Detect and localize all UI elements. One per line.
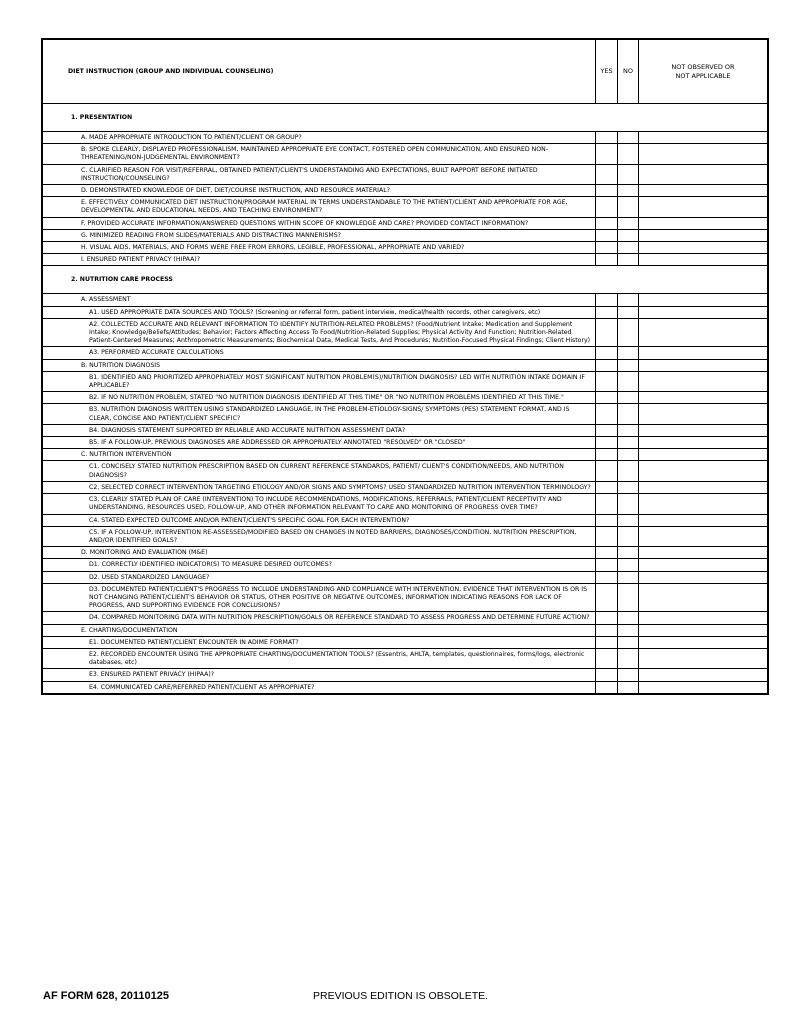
not-applicable-checkbox-cell[interactable] [639, 514, 768, 526]
item-text: B3. NUTRITION DIAGNOSIS WRITTEN USING STANDARDIZED LANGUAGE, IN THE PROBLEM-ETIOLOGY-SIGNS/ SYMPTOMS (PES) STATEMENT FORMAT, AND IS CLEAR, CONCISE AND PATIENT/CLIENT SPECIFIC? [43, 404, 596, 424]
no-checkbox-cell[interactable] [618, 242, 639, 254]
checklist-item-row [43, 494, 768, 514]
yes-checkbox-cell [596, 547, 618, 559]
no-checkbox-cell[interactable] [618, 612, 639, 624]
form-footer [43, 990, 489, 1002]
subsection-label: D. MONITORING AND EVALUATION (M&E) [43, 547, 596, 559]
yes-checkbox-cell[interactable] [596, 424, 618, 436]
not-applicable-checkbox-cell[interactable] [639, 424, 768, 436]
not-applicable-checkbox-cell[interactable] [639, 404, 768, 424]
no-checkbox-cell[interactable] [618, 494, 639, 514]
checklist-item-row [43, 514, 768, 526]
form-title: DIET INSTRUCTION (GROUP AND INDIVIDUAL COUNSELING) [43, 40, 596, 104]
yes-checkbox-cell [596, 359, 618, 371]
yes-checkbox-cell[interactable] [596, 164, 618, 184]
item-text: G. MINIMIZED READING FROM SLIDES/MATERIALS AND DISTRACTING MANNERISMS? [43, 229, 596, 241]
yes-checkbox-cell [596, 624, 618, 636]
no-checkbox-cell[interactable] [618, 404, 639, 424]
checklist-item-row [43, 242, 768, 254]
not-applicable-checkbox-cell[interactable] [639, 217, 768, 229]
no-checkbox-cell[interactable] [618, 559, 639, 571]
yes-checkbox-cell[interactable] [596, 526, 618, 546]
checklist-item-row [43, 392, 768, 404]
item-text: B5. IF A FOLLOW-UP, PREVIOUS DIAGNOSES ARE ADDRESSED OR APPROPRIATELY ANNOTATED "RESOLVED" OR "CLOSED" [43, 437, 596, 449]
header-row [43, 40, 768, 104]
item-text: A1. USED APPROPRIATE DATA SOURCES AND TOOLS? (Screening or referral form, patient interview, medical/health records, other caregivers, etc) [43, 306, 596, 318]
no-checkbox-cell[interactable] [618, 306, 639, 318]
no-checkbox-cell[interactable] [618, 144, 639, 164]
yes-checkbox-cell [596, 449, 618, 461]
item-text: A3. PERFORMED ACCURATE CALCULATIONS [43, 347, 596, 359]
no-checkbox-cell[interactable] [618, 681, 639, 693]
not-applicable-checkbox-cell[interactable] [639, 229, 768, 241]
checklist-item-row [43, 437, 768, 449]
item-text: D. DEMONSTRATED KNOWLEDGE OF DIET, DIET/COURSE INSTRUCTION, AND RESOURCE MATERIAL? [43, 185, 596, 197]
not-applicable-checkbox-cell[interactable] [639, 392, 768, 404]
not-applicable-checkbox-cell[interactable] [639, 612, 768, 624]
no-column-header: NO [618, 40, 639, 104]
edition-note: PREVIOUS EDITION IS OBSOLETE. [313, 990, 489, 1002]
checklist-item-row [43, 559, 768, 571]
not-applicable-checkbox-cell[interactable] [639, 681, 768, 693]
no-checkbox-cell[interactable] [618, 132, 639, 144]
yes-checkbox-cell[interactable] [596, 229, 618, 241]
subsection-label: B. NUTRITION DIAGNOSIS [43, 359, 596, 371]
subsection-label: C. NUTRITION INTERVENTION [43, 449, 596, 461]
subsection-row [43, 294, 768, 306]
yes-checkbox-cell[interactable] [596, 571, 618, 583]
item-text: C3. CLEARLY STATED PLAN OF CARE (INTERVENTION) TO INCLUDE RECOMMENDATIONS, MODIFICATIONS, REFERRALS, PATIENT/CLIENT RECEPTIVITY AND UNDERSTANDING, RESOURCES USED, FOLLOW-UP, AND OTHER INFORMATION RELEVANT TO CARE AND MONITORING OF PROGRESS OVER TIME? [43, 494, 596, 514]
no-checkbox-cell[interactable] [618, 583, 639, 612]
no-checkbox-cell[interactable] [618, 347, 639, 359]
checklist-item-row [43, 526, 768, 546]
item-text: C5. IF A FOLLOW-UP, INTERVENTION RE-ASSESSED/MODIFIED BASED ON CHANGES IN NOTED BARRIERS, DIAGNOSES/CONDITION, NUTRITION PRESCRIPTION, AND/OR IDENTIFIED GOALS? [43, 526, 596, 546]
evaluation-form [41, 38, 769, 695]
yes-checkbox-cell[interactable] [596, 306, 618, 318]
not-applicable-checkbox-cell[interactable] [639, 494, 768, 514]
checklist-item-row [43, 164, 768, 184]
item-text: A2. COLLECTED ACCURATE AND RELEVANT INFORMATION TO IDENTIFY NUTRITION-RELATED PROBLEMS? (Food/Nutrient Intake; Medication and Supplement Intake; Knowledge/Beliefs/Attitudes; Behavior; Factors Affecting Access To Food/Nutrition-Related Supplies; Physical Activity And Function; Nutrition-Related Patient-Centered Measures; Anthropometric Measurements; Biochemical Data, Medical Tests, And Procedures; Nutrition-Focused Physical Findings; Client History) [43, 318, 596, 347]
checklist-item-row [43, 571, 768, 583]
checklist-item-row [43, 185, 768, 197]
no-checkbox-cell[interactable] [618, 437, 639, 449]
yes-checkbox-cell[interactable] [596, 185, 618, 197]
item-text: E3. ENSURED PATIENT PRIVACY (HIPAA)? [43, 669, 596, 681]
checklist-item-row [43, 461, 768, 481]
yes-checkbox-cell[interactable] [596, 481, 618, 493]
yes-checkbox-cell[interactable] [596, 681, 618, 693]
subsection-row [43, 449, 768, 461]
item-text: B4. DIAGNOSIS STATEMENT SUPPORTED BY RELIABLE AND ACCURATE NUTRITION ASSESSMENT DATA? [43, 424, 596, 436]
no-checkbox-cell[interactable] [618, 371, 639, 391]
not-applicable-checkbox-cell [639, 449, 768, 461]
not-applicable-checkbox-cell[interactable] [639, 559, 768, 571]
item-text: D4. COMPARED MONITORING DATA WITH NUTRITION PRESCRIPTION/GOALS OR REFERENCE STANDARD TO ASSESS PROGRESS AND DETERMINE FUTURE ACTION? [43, 612, 596, 624]
checklist-table [42, 39, 768, 694]
section-title: 1. PRESENTATION [43, 104, 768, 132]
checklist-item-row [43, 318, 768, 347]
item-text: D1. CORRECTLY IDENTIFIED INDICATOR(S) TO MEASURE DESIRED OUTCOMES? [43, 559, 596, 571]
not-applicable-checkbox-cell [639, 624, 768, 636]
yes-checkbox-cell[interactable] [596, 242, 618, 254]
item-text: E. EFFECTIVELY COMMUNICATED DIET INSTRUCTION/PROGRAM MATERIAL IN TERMS UNDERSTANDABLE TO THE PATIENT/CLIENT AND APPROPRIATE FOR AGE, DEVELOPMENTAL AND EDUCATIONAL NEEDS, AND TEACHING ENVIRONMENT? [43, 197, 596, 217]
checklist-item-row [43, 612, 768, 624]
yes-column-header: YES [596, 40, 618, 104]
no-checkbox-cell[interactable] [618, 229, 639, 241]
yes-checkbox-cell[interactable] [596, 669, 618, 681]
not-applicable-checkbox-cell [639, 294, 768, 306]
not-applicable-checkbox-cell [639, 359, 768, 371]
not-applicable-checkbox-cell[interactable] [639, 318, 768, 347]
yes-checkbox-cell[interactable] [596, 318, 618, 347]
no-checkbox-cell[interactable] [618, 164, 639, 184]
na-header-line1: NOT OBSERVED OR [671, 62, 735, 71]
no-checkbox-cell[interactable] [618, 669, 639, 681]
no-checkbox-cell[interactable] [618, 392, 639, 404]
item-text: F. PROVIDED ACCURATE INFORMATION/ANSWERED QUESTIONS WITHIN SCOPE OF KNOWLEDGE AND CARE? PROVIDED CONTACT INFORMATION? [43, 217, 596, 229]
no-checkbox-cell [618, 294, 639, 306]
checklist-item-row [43, 371, 768, 391]
item-text: H. VISUAL AIDS, MATERIALS, AND FORMS WERE FREE FROM ERRORS, LEGIBLE, PROFESSIONAL, APPROPRIATE AND VARIED? [43, 242, 596, 254]
not-applicable-checkbox-cell[interactable] [639, 648, 768, 668]
no-checkbox-cell [618, 624, 639, 636]
yes-checkbox-cell[interactable] [596, 392, 618, 404]
checklist-item-row [43, 636, 768, 648]
yes-checkbox-cell[interactable] [596, 494, 618, 514]
no-checkbox-cell [618, 449, 639, 461]
item-text: C. CLARIFIED REASON FOR VISIT/REFERRAL, OBTAINED PATIENT/CLIENT'S UNDERSTANDING AND EXPECTATIONS, BUILT RAPPORT BEFORE INITIATED INSTRUCTION/COUNSELING? [43, 164, 596, 184]
no-checkbox-cell[interactable] [618, 217, 639, 229]
section-header-row [43, 266, 768, 294]
checklist-item-row [43, 144, 768, 164]
not-applicable-checkbox-cell[interactable] [639, 461, 768, 481]
not-applicable-checkbox-cell[interactable] [639, 571, 768, 583]
not-applicable-checkbox-cell [639, 547, 768, 559]
yes-checkbox-cell[interactable] [596, 371, 618, 391]
no-checkbox-cell [618, 547, 639, 559]
no-checkbox-cell[interactable] [618, 648, 639, 668]
not-applicable-checkbox-cell[interactable] [639, 526, 768, 546]
no-checkbox-cell[interactable] [618, 481, 639, 493]
subsection-label: E. CHARTING/DOCUMENTATION [43, 624, 596, 636]
not-applicable-checkbox-cell[interactable] [639, 669, 768, 681]
item-text: A. MADE APPROPRIATE INTRODUCTION TO PATIENT/CLIENT OR GROUP? [43, 132, 596, 144]
yes-checkbox-cell[interactable] [596, 347, 618, 359]
checklist-item-row [43, 306, 768, 318]
no-checkbox-cell[interactable] [618, 318, 639, 347]
subsection-row [43, 359, 768, 371]
yes-checkbox-cell[interactable] [596, 461, 618, 481]
yes-checkbox-cell[interactable] [596, 612, 618, 624]
yes-checkbox-cell[interactable] [596, 437, 618, 449]
no-checkbox-cell[interactable] [618, 571, 639, 583]
checklist-item-row [43, 197, 768, 217]
yes-checkbox-cell[interactable] [596, 404, 618, 424]
item-text: D2. USED STANDARDIZED LANGUAGE? [43, 571, 596, 583]
no-checkbox-cell[interactable] [618, 197, 639, 217]
item-text: B. SPOKE CLEARLY, DISPLAYED PROFESSIONALISM, MAINTAINED APPROPRIATE EYE CONTACT, FOSTERED OPEN COMMUNICATION, AND ENSURED NON-THREATENING/NON-JUDGEMENTAL ENVIRONMENT? [43, 144, 596, 164]
yes-checkbox-cell[interactable] [596, 197, 618, 217]
no-checkbox-cell[interactable] [618, 185, 639, 197]
checklist-item-row [43, 648, 768, 668]
item-text: B2. IF NO NUTRITION PROBLEM, STATED "NO NUTRITION DIAGNOSIS IDENTIFIED AT THIS TIME" OR "NO NUTRITION PROBLEMS IDENTIFIED AT THIS TIME." [43, 392, 596, 404]
item-text: C1. CONCISELY STATED NUTRITION PRESCRIPTION BASED ON CURRENT REFERENCE STANDARDS, PATIENT/ CLIENT'S CONDITION/NEEDS, AND NUTRITION DIAGNOSIS? [43, 461, 596, 481]
checklist-item-row [43, 481, 768, 493]
form-id: AF FORM 628, 20110125 [43, 990, 169, 1002]
no-checkbox-cell[interactable] [618, 254, 639, 266]
not-applicable-checkbox-cell[interactable] [639, 132, 768, 144]
yes-checkbox-cell[interactable] [596, 217, 618, 229]
subsection-row [43, 547, 768, 559]
no-checkbox-cell[interactable] [618, 526, 639, 546]
not-applicable-checkbox-cell[interactable] [639, 347, 768, 359]
yes-checkbox-cell[interactable] [596, 254, 618, 266]
checklist-item-row [43, 583, 768, 612]
not-applicable-checkbox-cell[interactable] [639, 164, 768, 184]
no-checkbox-cell [618, 359, 639, 371]
not-applicable-checkbox-cell[interactable] [639, 197, 768, 217]
item-text: B1. IDENTIFIED AND PRIORITIZED APPROPRIATELY MOST SIGNIFICANT NUTRITION PROBLEM(S)/NUTRITION DIAGNOSIS? LED WITH NUTRITION INTAKE DOMAIN IF APPLICABLE? [43, 371, 596, 391]
yes-checkbox-cell[interactable] [596, 648, 618, 668]
not-applicable-checkbox-cell[interactable] [639, 144, 768, 164]
not-applicable-checkbox-cell[interactable] [639, 636, 768, 648]
not-applicable-checkbox-cell[interactable] [639, 254, 768, 266]
not-applicable-checkbox-cell[interactable] [639, 306, 768, 318]
not-applicable-checkbox-cell[interactable] [639, 583, 768, 612]
checklist-item-row [43, 347, 768, 359]
yes-checkbox-cell[interactable] [596, 583, 618, 612]
no-checkbox-cell[interactable] [618, 461, 639, 481]
item-text: C2. SELECTED CORRECT INTERVENTION TARGETING ETIOLOGY AND/OR SIGNS AND SYMPTOMS? USED STANDARDIZED NUTRITION INTERVENTION TERMINOLOGY? [43, 481, 596, 493]
item-text: I. ENSURED PATIENT PRIVACY (HIPAA)? [43, 254, 596, 266]
yes-checkbox-cell[interactable] [596, 144, 618, 164]
yes-checkbox-cell[interactable] [596, 514, 618, 526]
checklist-item-row [43, 217, 768, 229]
item-text: E1. DOCUMENTED PATIENT/CLIENT ENCOUNTER IN ADIME FORMAT? [43, 636, 596, 648]
yes-checkbox-cell[interactable] [596, 636, 618, 648]
section-title: 2. NUTRITION CARE PROCESS [43, 266, 768, 294]
not-applicable-column-header [639, 40, 768, 104]
item-text: E4. COMMUNICATED CARE/REFERRED PATIENT/CLIENT AS APPROPRIATE? [43, 681, 596, 693]
no-checkbox-cell[interactable] [618, 636, 639, 648]
na-header-line2: NOT APPLICABLE [675, 71, 731, 80]
yes-checkbox-cell[interactable] [596, 132, 618, 144]
not-applicable-checkbox-cell[interactable] [639, 481, 768, 493]
checklist-item-row [43, 424, 768, 436]
yes-checkbox-cell [596, 294, 618, 306]
checklist-item-row [43, 132, 768, 144]
not-applicable-checkbox-cell[interactable] [639, 371, 768, 391]
checklist-item-row [43, 669, 768, 681]
yes-checkbox-cell[interactable] [596, 559, 618, 571]
checklist-item-row [43, 681, 768, 693]
checklist-item-row [43, 254, 768, 266]
subsection-row [43, 624, 768, 636]
subsection-label: A. ASSESSMENT [43, 294, 596, 306]
not-applicable-checkbox-cell[interactable] [639, 242, 768, 254]
checklist-item-row [43, 404, 768, 424]
not-applicable-checkbox-cell[interactable] [639, 185, 768, 197]
no-checkbox-cell[interactable] [618, 424, 639, 436]
item-text: D3. DOCUMENTED PATIENT/CLIENT'S PROGRESS TO INCLUDE UNDERSTANDING AND COMPLIANCE WITH INTERVENTION, EVIDENCE THAT INTERVENTION IS OR IS NOT CHANGING PATIENT/CLIENT'S BEHAVIOR OR STATUS, OTHER POSITIVE OR NEGATIVE OUTCOMES, INFORMATION INDICATING REASONS FOR LACK OF PROGRESS, AND SUPPORTING EVIDENCE FOR CONCLUSIONS? [43, 583, 596, 612]
section-header-row [43, 104, 768, 132]
checklist-item-row [43, 229, 768, 241]
item-text: E2. RECORDED ENCOUNTER USING THE APPROPRIATE CHARTING/DOCUMENTATION TOOLS? (Essentris, AHLTA, templates, questionnaires, forms/logs, electronic databases, etc) [43, 648, 596, 668]
not-applicable-checkbox-cell[interactable] [639, 437, 768, 449]
item-text: C4. STATED EXPECTED OUTCOME AND/OR PATIENT/CLIENT'S SPECIFIC GOAL FOR EACH INTERVENTION? [43, 514, 596, 526]
no-checkbox-cell[interactable] [618, 514, 639, 526]
